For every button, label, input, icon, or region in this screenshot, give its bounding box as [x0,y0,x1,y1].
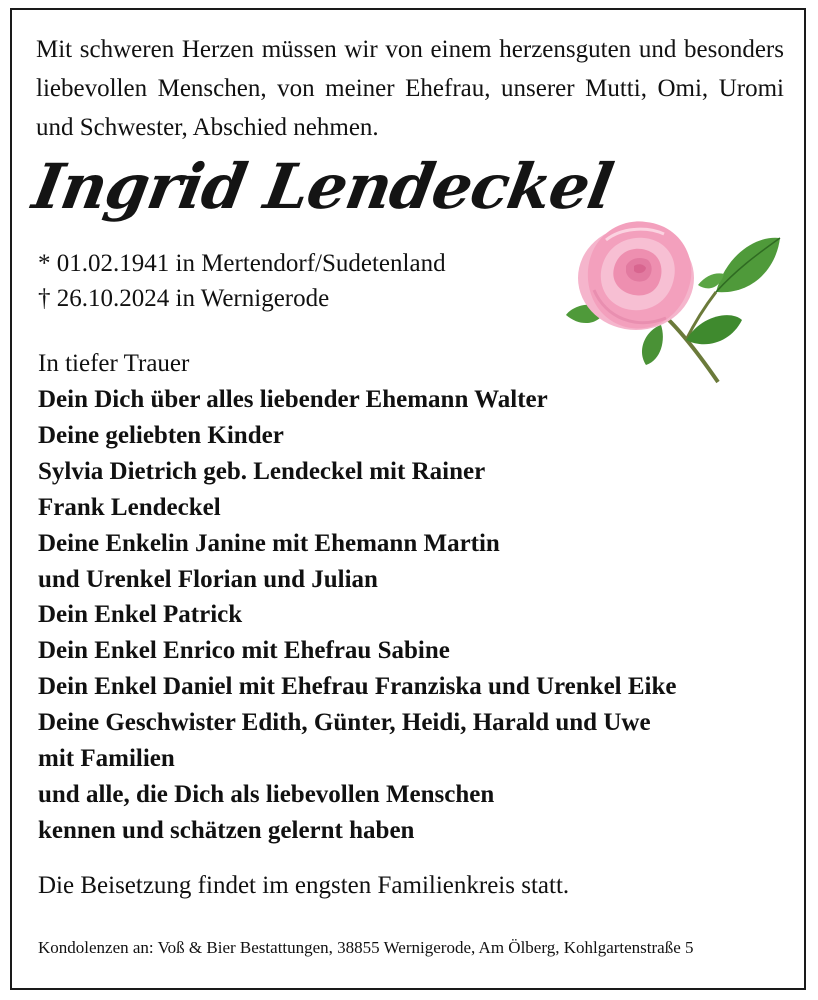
mourner-line: Deine geliebten Kinder [38,421,284,449]
mourner-line: Dein Enkel Patrick [38,601,243,629]
birth-date: * 01.02.1941 in Mertendorf/Sudetenland [38,250,446,277]
life-dates [38,246,446,316]
mourner-line: Dein Enkel Daniel mit Ehefrau Franziska und Urenkel Eike [38,673,677,701]
condolences-address: Kondolenzen an: Voß & Bier Bestattungen, 38855 Wernigerode, Am Ölberg, Kohlgartenstraße 5 [38,938,694,957]
mourner-line: Dein Dich über alles liebender Ehemann Walter [38,386,548,413]
mourner-line: Dein Enkel Enrico mit Ehefrau Sabine [38,637,450,665]
deceased-name: Ingrid Lendeckel [27,150,618,223]
mourners-list [38,346,798,849]
intro-text: Mit schweren Herzen müssen wir von einem herzensguten und besonders liebevollen Menschen, von meiner Ehefrau, unserer Mutti, Omi, Uromi und Schwester, Abschied nehmen. [36,36,784,141]
mourner-line: mit Familien [38,745,175,773]
mourner-line: kennen und schätzen gelernt haben [38,816,415,844]
mourner-line: Deine Geschwister Edith, Günter, Heidi, Harald und Uwe [38,709,651,737]
mourner-line: und Urenkel Florian und Julian [38,565,378,593]
burial-note: Die Beisetzung findet im engsten Familienkreis statt. [38,872,570,899]
mourner-line: und alle, die Dich als liebevollen Menschen [38,780,495,808]
mourner-line: Frank Lendeckel [38,493,221,521]
mourner-line: Sylvia Dietrich geb. Lendeckel mit Rainer [38,457,486,485]
death-date: † 26.10.2024 in Wernigerode [38,285,330,312]
mourning-lead: In tiefer Trauer [38,350,190,377]
mourner-line: Deine Enkelin Janine mit Ehemann Martin [38,529,500,557]
